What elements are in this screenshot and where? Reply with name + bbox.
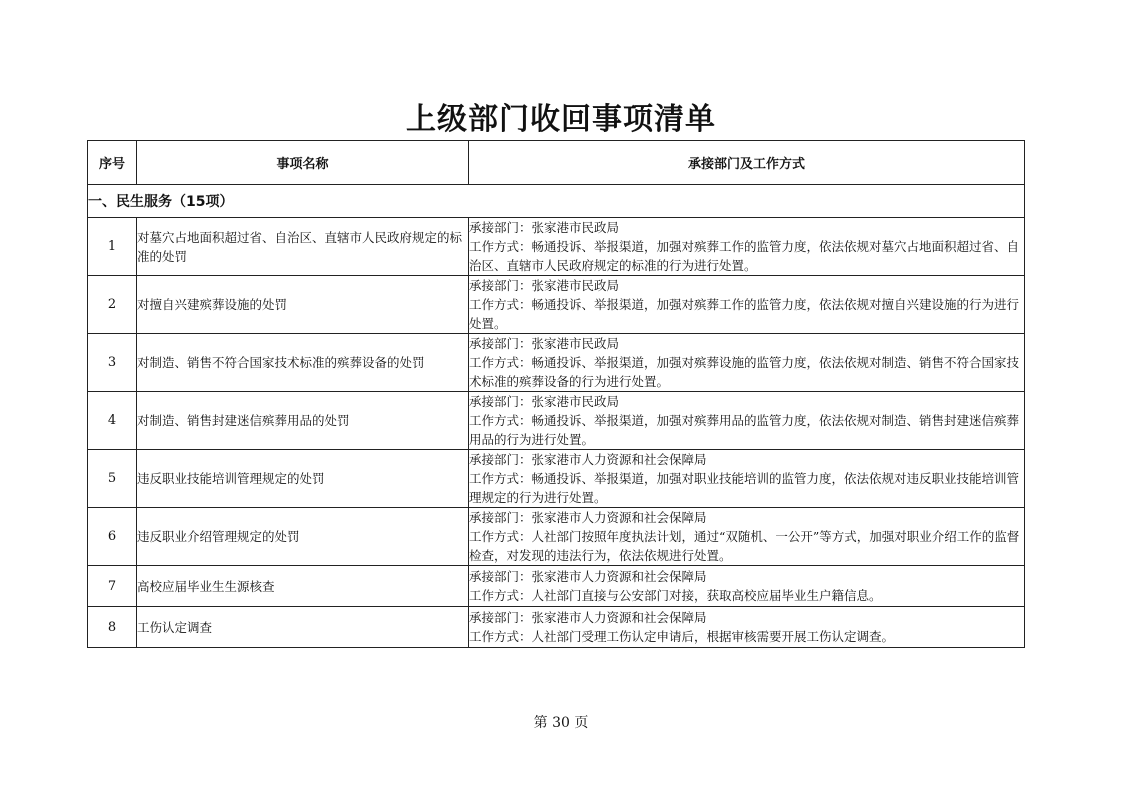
table-row [88, 392, 1025, 450]
row-dept [469, 218, 1025, 276]
table-row [88, 334, 1025, 392]
row-dept [469, 566, 1025, 607]
row-dept-line: 承接部门：张家港市人力资源和社会保障局 [469, 610, 707, 625]
row-seq: 6 [88, 508, 137, 566]
header-seq: 序号 [88, 141, 137, 185]
row-dept-line: 承接部门：张家港市人力资源和社会保障局 [469, 569, 707, 584]
row-dept [469, 334, 1025, 392]
table-row [88, 508, 1025, 566]
row-dept-line: 承接部门：张家港市人力资源和社会保障局 [469, 510, 707, 525]
table-row [88, 218, 1025, 276]
items-table [87, 140, 1025, 648]
row-seq: 7 [88, 566, 137, 607]
page-title: 上级部门收回事项清单 [406, 102, 716, 137]
row-dept [469, 508, 1025, 566]
row-name: 违反职业介绍管理规定的处罚 [137, 508, 469, 566]
row-name: 对擅自兴建殡葬设施的处罚 [137, 276, 469, 334]
header-name: 事项名称 [137, 141, 469, 185]
row-seq: 4 [88, 392, 137, 450]
row-seq: 8 [88, 607, 137, 648]
row-name: 对墓穴占地面积超过省、自治区、直辖市人民政府规定的标准的处罚 [137, 218, 469, 276]
row-dept-line: 承接部门：张家港市民政局 [469, 394, 620, 409]
table-row [88, 276, 1025, 334]
row-dept [469, 392, 1025, 450]
table-row [88, 450, 1025, 508]
row-method: 工作方式：畅通投诉、举报渠道，加强对殡葬工作的监管力度，依法依规对墓穴占地面积超过省、自治区、直辖市人民政府规定的标准的行为进行处置。 [469, 239, 1020, 273]
row-name: 工伤认定调查 [137, 607, 469, 648]
row-method: 工作方式：人社部门按照年度执法计划，通过“双随机、一公开”等方式，加强对职业介绍工作的监督检查，对发现的违法行为，依法依规进行处置。 [469, 529, 1020, 563]
section-label: 一、民生服务（15项） [88, 185, 1025, 218]
row-method: 工作方式：畅通投诉、举报渠道，加强对殡葬设施的监管力度，依法依规对制造、销售不符合国家技术标准的殡葬设备的行为进行处置。 [469, 355, 1020, 389]
row-dept [469, 276, 1025, 334]
section-row [88, 185, 1025, 218]
row-method: 工作方式：畅通投诉、举报渠道，加强对殡葬工作的监管力度，依法依规对擅自兴建设施的行为进行处置。 [469, 297, 1020, 331]
row-method: 工作方式：畅通投诉、举报渠道，加强对殡葬用品的监管力度，依法依规对制造、销售封建迷信殡葬用品的行为进行处置。 [469, 413, 1020, 447]
row-dept-line: 承接部门：张家港市民政局 [469, 278, 620, 293]
page-number: 第 30 页 [533, 715, 589, 731]
row-seq: 2 [88, 276, 137, 334]
row-seq: 5 [88, 450, 137, 508]
row-seq: 3 [88, 334, 137, 392]
table-row [88, 566, 1025, 607]
row-seq: 1 [88, 218, 137, 276]
row-method: 工作方式：人社部门受理工伤认定申请后，根据审核需要开展工伤认定调查。 [469, 629, 895, 644]
header-dept: 承接部门及工作方式 [469, 141, 1025, 185]
table-row [88, 607, 1025, 648]
row-name: 违反职业技能培训管理规定的处罚 [137, 450, 469, 508]
row-name: 高校应届毕业生生源核查 [137, 566, 469, 607]
row-name: 对制造、销售封建迷信殡葬用品的处罚 [137, 392, 469, 450]
row-dept-line: 承接部门：张家港市人力资源和社会保障局 [469, 452, 707, 467]
row-dept [469, 607, 1025, 648]
row-dept-line: 承接部门：张家港市民政局 [469, 220, 620, 235]
row-dept-line: 承接部门：张家港市民政局 [469, 336, 620, 351]
row-method: 工作方式：畅通投诉、举报渠道，加强对职业技能培训的监管力度，依法依规对违反职业技能培训管理规定的行为进行处置。 [469, 471, 1020, 505]
row-name: 对制造、销售不符合国家技术标准的殡葬设备的处罚 [137, 334, 469, 392]
row-method: 工作方式：人社部门直接与公安部门对接，获取高校应届毕业生户籍信息。 [469, 588, 882, 603]
row-dept [469, 450, 1025, 508]
table-header-row [88, 141, 1025, 185]
